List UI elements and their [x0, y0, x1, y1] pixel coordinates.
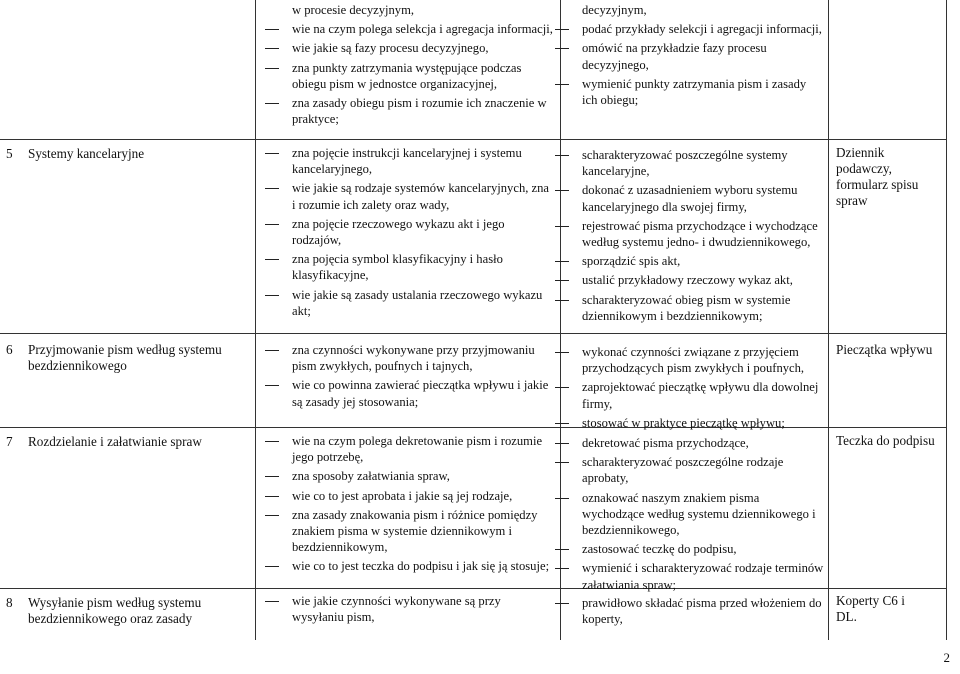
section-knowledge	[262, 433, 554, 578]
section-number: 5	[6, 146, 13, 161]
list-item: zna pojęcia symbol klasyfikacyjny i hasło klasyfikacyjne,	[262, 251, 554, 283]
list-item: wymienić punkty zatrzymania pism i zasady ich obiegu;	[552, 76, 824, 108]
continuation-skills	[568, 2, 824, 111]
section-title: Przyjmowanie pism według systemu bezdziennikowego	[28, 342, 222, 373]
section-title: Rozdzielanie i załatwianie spraw	[28, 434, 202, 449]
list-item: scharakteryzować poszczególne rodzaje aprobaty,	[552, 454, 824, 486]
list-item: zna punkty zatrzymania występujące podczas obiegu pism w jednostce organizacyjnej,	[262, 60, 554, 92]
section-title-cell	[6, 595, 246, 627]
list-item: wie jakie są rodzaje systemów kancelaryjnych, zna i rozumie ich zalety oraz wady,	[262, 180, 554, 212]
section-title: Wysyłanie pism według systemu bezdziennikowego oraz zasady	[28, 595, 202, 626]
section-number: 6	[6, 342, 13, 357]
knowledge-first-line: w procesie decyzyjnym,	[292, 3, 415, 17]
section-materials: Koperty C6 i DL.	[836, 593, 905, 624]
section-title-cell	[6, 146, 246, 162]
skills-list	[552, 147, 824, 324]
list-item: scharakteryzować poszczególne systemy kancelaryjne,	[552, 147, 824, 179]
list-item: wie co to jest teczka do podpisu i jak się ją stosuje;	[262, 558, 554, 574]
knowledge-list	[262, 433, 554, 575]
section-number: 8	[6, 595, 13, 610]
list-item: wie jakie są zasady ustalania rzeczowego wykazu akt;	[262, 287, 554, 319]
page-number: 2	[943, 650, 950, 665]
section-number: 7	[6, 434, 13, 449]
section-materials: Dziennik podawczy, formularz spisu spraw	[836, 145, 919, 208]
list-item: wykonać czynności związane z przyjęciem przychodzących pism zwykłych i poufnych,	[552, 344, 824, 376]
list-item: wie co powinna zawierać pieczątka wpływu i jakie są zasady jej stosowania;	[262, 377, 558, 409]
section-knowledge	[262, 145, 554, 322]
knowledge-list	[262, 145, 554, 319]
list-item: stosować w praktyce pieczątkę wpływu;	[552, 415, 824, 431]
knowledge-list	[262, 593, 554, 625]
list-item: scharakteryzować obieg pism w systemie dziennikowym i bezdziennikowym;	[552, 292, 824, 324]
section-skills	[552, 435, 824, 596]
knowledge-list	[262, 342, 558, 410]
list-item: wie na czym polega selekcja i agregacja informacji,	[262, 21, 554, 37]
section-skills	[552, 595, 824, 630]
list-item: wie na czym polega dekretowanie pism i rozumie jego potrzebę,	[262, 433, 554, 465]
list-item: zna zasady obiegu pism i rozumie ich znaczenie w praktyce;	[262, 95, 554, 127]
list-item: zastosować teczkę do podpisu,	[552, 541, 824, 557]
list-item: prawidłowo składać pisma przed włożeniem do koperty,	[552, 595, 824, 627]
section-materials: Pieczątka wpływu	[836, 342, 933, 357]
list-item: dokonać z uzasadnieniem wyboru systemu kancelaryjnego dla swojej firmy,	[552, 182, 824, 214]
column-divider	[828, 0, 829, 640]
skills-list	[552, 595, 824, 627]
list-item: dekretować pisma przychodzące,	[552, 435, 824, 451]
list-item: omówić na przykładzie fazy procesu decyzyjnego,	[552, 40, 824, 72]
column-divider	[946, 0, 947, 640]
list-item: zna czynności wykonywane przy przyjmowaniu pism zwykłych, poufnych i tajnych,	[262, 342, 558, 374]
section-title-cell	[6, 434, 246, 450]
section-skills	[552, 147, 824, 327]
row-divider	[0, 139, 947, 140]
section-materials: Teczka do podpisu	[836, 433, 935, 448]
section-knowledge	[262, 593, 554, 628]
list-item: wie jakie czynności wykonywane są przy wysyłaniu pism,	[262, 593, 554, 625]
section-title-cell	[6, 342, 246, 374]
list-item: ustalić przykładowy rzeczowy wykaz akt,	[552, 272, 824, 288]
list-item: sporządzić spis akt,	[552, 253, 824, 269]
continuation-knowledge	[262, 2, 554, 130]
list-item: podać przykłady selekcji i agregacji informacji,	[552, 21, 824, 37]
list-item: zaprojektować pieczątkę wpływu dla dowolnej firmy,	[552, 379, 824, 411]
column-divider	[255, 0, 256, 640]
skills-list	[552, 435, 824, 593]
list-item: wie jakie są fazy procesu decyzyjnego,	[262, 40, 554, 56]
list-item: wie co to jest aprobata i jakie są jej rodzaje,	[262, 488, 554, 504]
list-item: zna pojęcie instrukcji kancelaryjnej i systemu kancelaryjnego,	[262, 145, 554, 177]
knowledge-list	[262, 21, 554, 127]
skills-first-line: decyzyjnym,	[582, 3, 647, 17]
list-item: zna pojęcie rzeczowego wykazu akt i jego rodzajów,	[262, 216, 554, 248]
list-item: zna zasady znakowania pism i różnice pomiędzy znakiem pisma w systemie dziennikowym i bezdziennikowym,	[262, 507, 554, 556]
section-skills	[552, 344, 824, 434]
section-title: Systemy kancelaryjne	[28, 146, 145, 161]
list-item: rejestrować pisma przychodzące i wychodzące według systemu jedno- i dwudziennikowego,	[552, 218, 824, 250]
list-item: oznakować naszym znakiem pisma wychodzące według systemu dziennikowego i bezdziennikowego,	[552, 490, 824, 539]
list-item: zna sposoby załatwiania spraw,	[262, 468, 554, 484]
section-knowledge	[262, 342, 558, 413]
row-divider	[0, 333, 947, 334]
list-item: wymienić i scharakteryzować rodzaje terminów załatwiania spraw;	[552, 560, 824, 592]
skills-list	[552, 344, 824, 431]
skills-list	[552, 21, 824, 108]
